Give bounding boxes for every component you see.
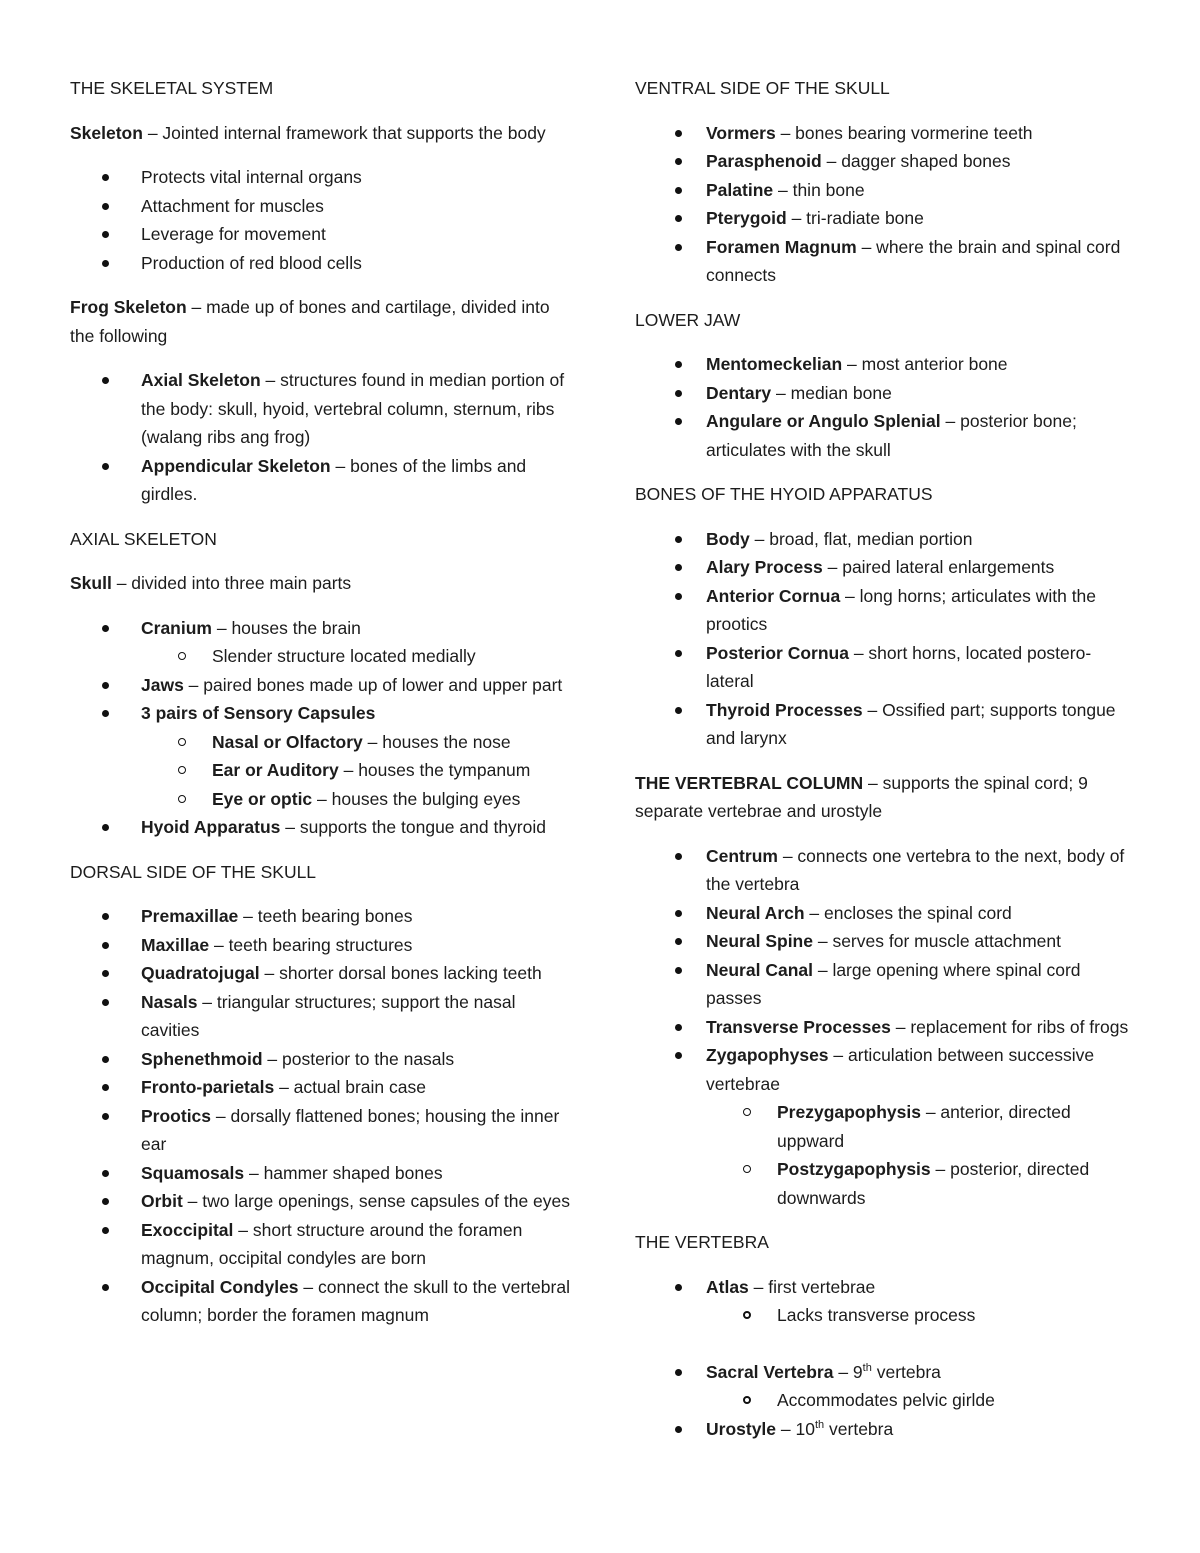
bullet-icon (102, 463, 109, 470)
sub-list-item (70, 642, 570, 671)
definition: – long horns; articulates with the prootics (706, 585, 1097, 634)
definition: – tri-radiate bone (786, 208, 924, 228)
sub-list-item (635, 1098, 1135, 1155)
bullet-icon (675, 536, 682, 543)
definition: – teeth bearing structures (209, 934, 413, 955)
term: Appendicular Skeleton (141, 455, 331, 476)
hollow-bullet-icon (743, 1396, 751, 1404)
left-column (70, 74, 570, 1346)
definition: Slender structure located medially (212, 646, 476, 666)
bullet-icon (675, 361, 682, 368)
list-item (635, 1273, 1135, 1302)
definition: – posterior to the nasals (262, 1048, 455, 1069)
list-item (70, 220, 570, 249)
paragraph (70, 293, 570, 350)
sub-list-item (70, 756, 570, 785)
bullet-icon (675, 593, 682, 600)
bullet-icon (102, 174, 109, 181)
definition: – median bone (771, 382, 892, 403)
paragraph (635, 769, 1135, 826)
definition: – made up of bones and cartilage, divided into the following (70, 297, 550, 346)
bullet-icon (102, 1056, 109, 1063)
definition: – shorter dorsal bones lacking teeth (259, 963, 542, 983)
list-item (70, 614, 570, 643)
hollow-bullet-icon (743, 1165, 751, 1173)
list-item (635, 696, 1135, 753)
section-heading: VENTRAL SIDE OF THE SKULL (635, 78, 890, 98)
term: Angulare or Angulo Splenial (706, 411, 941, 431)
list-item (635, 379, 1135, 408)
bullet-icon (102, 377, 109, 384)
definition: – short structure around the foramen magnum, occipital condyles are born (141, 1219, 523, 1268)
definition: – bones of the limbs and girdles. (141, 455, 527, 504)
term: Vormers (706, 122, 776, 143)
paragraph (70, 569, 570, 598)
bullet-icon (102, 913, 109, 920)
definition: Lacks transverse process (777, 1305, 976, 1325)
list-item (70, 1102, 570, 1159)
term: Orbit (141, 1191, 183, 1211)
bullet-icon (675, 390, 682, 397)
definition: – hammer shaped bones (244, 1162, 443, 1183)
bullet-icon (102, 1084, 109, 1091)
bullet-icon (102, 1284, 109, 1291)
bullet-icon (675, 244, 682, 251)
term: Neural Canal (706, 959, 813, 980)
definition: – supports the tongue and thyroid (280, 817, 546, 837)
bullet-icon (675, 130, 682, 137)
list-item (70, 902, 570, 931)
bullet-icon (102, 1227, 109, 1234)
definition: – paired lateral enlargements (822, 557, 1055, 577)
term: Foramen Magnum (706, 236, 857, 257)
term: Axial Skeleton (141, 370, 261, 390)
term: Sacral Vertebra (706, 1361, 834, 1382)
bullet-icon (102, 203, 109, 210)
list-item (635, 350, 1135, 379)
term: Posterior Cornua (706, 642, 849, 663)
term: Transverse Processes (706, 1016, 891, 1037)
definition: – Ossified part; supports tongue and larynx (706, 699, 1116, 748)
list-item (70, 1073, 570, 1102)
term: THE VERTEBRAL COLUMN (635, 772, 864, 793)
bullet-icon (102, 231, 109, 238)
term: Palatine (706, 179, 774, 200)
list-item (635, 927, 1135, 956)
hollow-bullet-icon (178, 738, 186, 746)
term: Atlas (706, 1276, 749, 1297)
definition: Attachment for muscles (141, 195, 324, 216)
bullet-icon (675, 418, 682, 425)
term: Neural Arch (706, 902, 805, 923)
term: Urostyle (706, 1418, 777, 1439)
bullet-icon (675, 938, 682, 945)
definition: – houses the nose (362, 731, 511, 752)
definition: – large opening where spinal cord passes (706, 959, 1081, 1008)
definition: – divided into three main parts (111, 573, 352, 593)
bullet-icon (102, 1198, 109, 1205)
definition: – replacement for ribs of frogs (890, 1016, 1129, 1037)
bullet-icon (675, 910, 682, 917)
term: Nasal or Olfactory (212, 731, 363, 752)
definition: – serves for muscle attachment (812, 931, 1062, 951)
definition: – first vertebrae (748, 1276, 876, 1297)
bullet-icon (102, 1170, 109, 1177)
term: Thyroid Processes (706, 699, 863, 720)
list-item (70, 699, 570, 728)
sub-list-item (635, 1386, 1135, 1415)
bullet-icon (102, 942, 109, 949)
list-item (70, 452, 570, 509)
list-item (635, 582, 1135, 639)
definition: – houses the bulging eyes (312, 788, 521, 809)
bullet-list (635, 525, 1135, 753)
definition: – dagger shaped bones (821, 151, 1011, 171)
list-item (70, 1187, 570, 1216)
definition: – dorsally flattened bones; housing the inner ear (141, 1105, 560, 1154)
bullet-icon (675, 564, 682, 571)
sub-list-item (635, 1155, 1135, 1212)
definition: – short horns, located postero-lateral (706, 642, 1092, 691)
bullet-icon (675, 707, 682, 714)
bullet-icon (102, 625, 109, 632)
term: Mentomeckelian (706, 354, 843, 374)
list-item (70, 192, 570, 221)
term: Premaxillae (141, 906, 239, 926)
bullet-icon (675, 1369, 682, 1376)
term: Skull (70, 573, 112, 593)
bullet-icon (675, 1052, 682, 1059)
list-item (70, 1216, 570, 1273)
list-item (635, 842, 1135, 899)
definition: – triangular structures; support the nasal cavities (141, 991, 516, 1040)
bullet-icon (102, 1113, 109, 1120)
list-item (635, 639, 1135, 696)
list-item (70, 163, 570, 192)
list-item (635, 233, 1135, 290)
list-item (635, 1041, 1135, 1098)
term: Pterygoid (706, 208, 787, 228)
bullet-icon (675, 158, 682, 165)
definition: Leverage for movement (141, 224, 326, 244)
term: Cranium (141, 617, 212, 638)
definition: – broad, flat, median portion (749, 528, 973, 549)
definition: Production of red blood cells (141, 252, 362, 273)
list-item (635, 553, 1135, 582)
hollow-bullet-icon (743, 1108, 751, 1116)
hollow-bullet-icon (178, 652, 186, 660)
definition: – where the brain and spinal cord connects (706, 236, 1121, 285)
list-item (70, 249, 570, 278)
definition: – bones bearing vormerine teeth (775, 122, 1033, 143)
section-heading: LOWER JAW (635, 309, 741, 330)
bullet-icon (102, 999, 109, 1006)
term: Hyoid Apparatus (141, 817, 281, 837)
definition: Protects vital internal organs (141, 167, 362, 187)
definition: – houses the brain (211, 617, 361, 638)
sub-list-item (70, 785, 570, 814)
term: Dentary (706, 382, 772, 403)
term: Squamosals (141, 1162, 245, 1183)
ordinal-suffix: th (814, 1418, 825, 1431)
bullet-icon (102, 824, 109, 831)
term: Parasphenoid (706, 151, 822, 171)
bullet-icon (675, 650, 682, 657)
bullet-list (635, 1273, 1135, 1444)
definition: – Jointed internal framework that supports the body (142, 122, 546, 143)
bullet-icon (675, 967, 682, 974)
definition: – two large openings, sense capsules of the eyes (182, 1191, 570, 1211)
sub-list-item (635, 1301, 1135, 1330)
definition: Accommodates pelvic girlde (777, 1390, 995, 1410)
definition: – connect the skull to the vertebral column; border the foramen magnum (141, 1276, 570, 1325)
definition: – houses the tympanum (338, 760, 531, 780)
definition: – teeth bearing bones (238, 906, 413, 926)
section-heading: AXIAL SKELETON (70, 528, 217, 549)
term: Body (706, 528, 750, 549)
bullet-icon (675, 1426, 682, 1433)
definition: – posterior bone; articulates with the skull (706, 411, 1077, 460)
sub-list-item (70, 728, 570, 757)
bullet-list (70, 614, 570, 842)
list-item (70, 959, 570, 988)
list-item (635, 1415, 1135, 1444)
definition-tail: vertebra (871, 1361, 941, 1382)
bullet-icon (675, 187, 682, 194)
term: Alary Process (706, 557, 823, 577)
term: Zygapophyses (706, 1045, 829, 1065)
bullet-icon (675, 1284, 682, 1291)
list-item (70, 671, 570, 700)
bullet-icon (675, 853, 682, 860)
term: Fronto-parietals (141, 1077, 275, 1097)
term: Quadratojugal (141, 963, 260, 983)
list-item (635, 119, 1135, 148)
definition: – structures found in median portion of the body: skull, hyoid, vertebral column, sternum, ribs (walang ribs ang frog) (141, 370, 565, 447)
section-heading: DORSAL SIDE OF THE SKULL (70, 861, 317, 882)
definition-tail: vertebra (824, 1418, 894, 1439)
bullet-list (635, 350, 1135, 464)
section-heading: THE VERTEBRA (635, 1232, 769, 1252)
term: Sphenethmoid (141, 1048, 263, 1069)
list-item (635, 956, 1135, 1013)
term: Exoccipital (141, 1219, 234, 1240)
right-column (635, 74, 1135, 1459)
list-item (635, 1013, 1135, 1042)
term: Maxillae (141, 934, 210, 955)
list-item (635, 1358, 1135, 1387)
list-item (70, 931, 570, 960)
list-item (635, 176, 1135, 205)
list-item (70, 813, 570, 842)
list-item (635, 147, 1135, 176)
definition: – paired bones made up of lower and upper part (183, 674, 563, 695)
term: Postzygapophysis (777, 1159, 931, 1179)
definition: – most anterior bone (842, 354, 1008, 374)
list-spacer (635, 1330, 1135, 1358)
term: Neural Spine (706, 931, 813, 951)
definition: – posterior, directed downwards (777, 1159, 1090, 1208)
term: Occipital Condyles (141, 1276, 299, 1297)
list-item (70, 1273, 570, 1330)
term: Prezygapophysis (777, 1102, 921, 1122)
definition: – articulation between successive vertebrae (706, 1045, 1095, 1094)
hollow-bullet-icon (743, 1311, 751, 1319)
term: Jaws (141, 674, 184, 695)
section-heading: THE SKELETAL SYSTEM (70, 78, 274, 98)
term: Nasals (141, 991, 198, 1012)
definition: – encloses the spinal cord (804, 902, 1012, 923)
bullet-list (70, 366, 570, 509)
ordinal-suffix: th (862, 1361, 872, 1374)
term: 3 pairs of Sensory Capsules (141, 703, 376, 723)
list-item (635, 204, 1135, 233)
section-heading: BONES OF THE HYOID APPARATUS (635, 484, 933, 504)
bullet-icon (102, 260, 109, 267)
paragraph (70, 119, 570, 148)
term: Frog Skeleton (70, 297, 187, 317)
definition: – connects one vertebra to the next, body of the vertebra (706, 845, 1125, 894)
term: Ear or Auditory (212, 760, 339, 780)
bullet-list (635, 119, 1135, 290)
bullet-list (635, 842, 1135, 1213)
term: Prootics (141, 1105, 212, 1126)
definition: – anterior, directed uppward (777, 1102, 1071, 1151)
list-item (70, 1045, 570, 1074)
bullet-icon (102, 970, 109, 977)
definition: – 10 (776, 1418, 815, 1439)
hollow-bullet-icon (178, 766, 186, 774)
list-item (70, 366, 570, 452)
term: Anterior Cornua (706, 585, 841, 606)
definition: – thin bone (773, 179, 865, 200)
bullet-list (70, 163, 570, 277)
definition: – supports the spinal cord; 9 separate vertebrae and urostyle (635, 772, 1088, 821)
term: Eye or optic (212, 788, 313, 809)
list-item (70, 1159, 570, 1188)
bullet-icon (675, 215, 682, 222)
hollow-bullet-icon (178, 795, 186, 803)
definition: – 9 (833, 1361, 863, 1382)
bullet-icon (675, 1024, 682, 1031)
list-item (635, 407, 1135, 464)
list-item (635, 899, 1135, 928)
bullet-icon (102, 682, 109, 689)
list-item (635, 525, 1135, 554)
term: Centrum (706, 845, 778, 866)
bullet-list (70, 902, 570, 1330)
definition: – actual brain case (274, 1077, 426, 1097)
bullet-icon (102, 710, 109, 717)
list-item (70, 988, 570, 1045)
term: Skeleton (70, 122, 143, 143)
